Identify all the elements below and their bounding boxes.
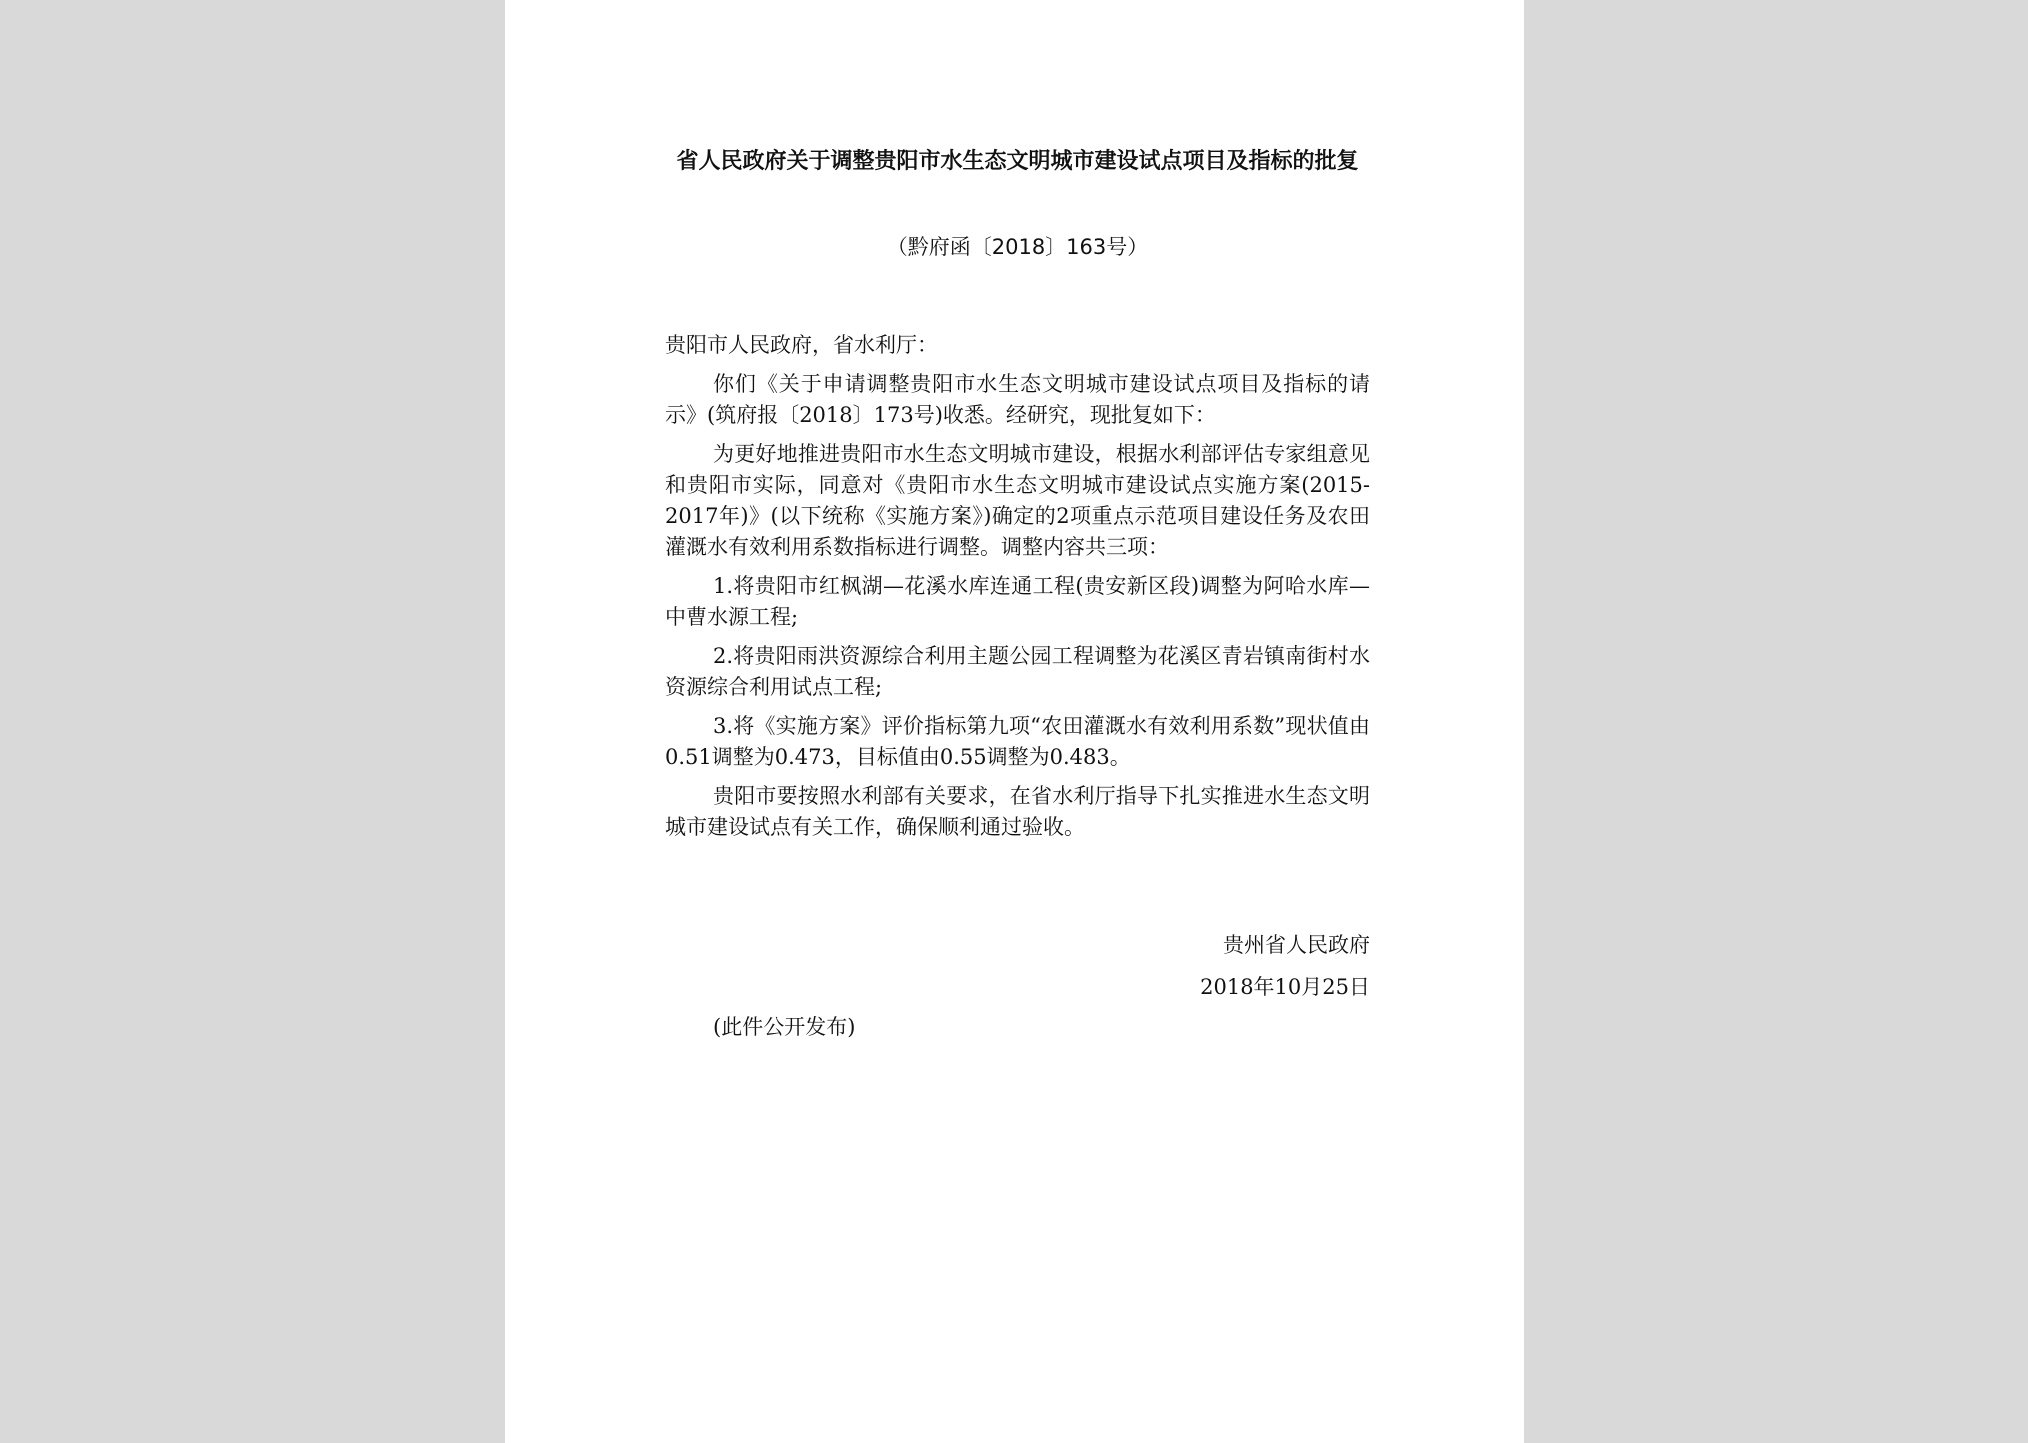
paragraph-item-3: 3.将《实施方案》评价指标第九项“农田灌溉水有效利用系数”现状值由0.51调整为0.473，目标值由0.55调整为0.483。 — [665, 714, 1370, 769]
paragraph-item-2: 2.将贵阳雨洪资源综合利用主题公园工程调整为花溪区青岩镇南街村水资源综合利用试点工程; — [665, 644, 1370, 699]
paragraph-item-1: 1.将贵阳市红枫湖—花溪水库连通工程(贵安新区段)调整为阿哈水库—中曹水源工程; — [665, 574, 1370, 629]
signature-date: 2018年10月25日 — [1200, 975, 1370, 999]
document-number: （黔府函〔2018〕163号） — [886, 235, 1149, 259]
public-release-note: (此件公开发布) — [713, 1015, 856, 1039]
salutation: 贵阳市人民政府，省水利厅： — [665, 333, 938, 357]
paragraph-closing: 贵阳市要按照水利部有关要求，在省水利厅指导下扎实推进水生态文明城市建设试点有关工作，确保顺利通过验收。 — [665, 784, 1370, 839]
paragraph-2: 为更好地推进贵阳市水生态文明城市建设，根据水利部评估专家组意见和贵阳市实际，同意对《贵阳市水生态文明城市建设试点实施方案(2015-2017年)》(以下统称《实施方案》)确定的2项重点示范项目建设任务及农田灌溉水有效利用系数指标进行调整。调整内容共三项： — [665, 442, 1370, 559]
document-page — [505, 0, 1524, 1443]
signature-organization: 贵州省人民政府 — [1223, 933, 1370, 957]
paragraph-1: 你们《关于申请调整贵阳市水生态文明城市建设试点项目及指标的请示》(筑府报〔2018〕173号)收悉。经研究，现批复如下： — [665, 372, 1370, 427]
document-body — [665, 330, 1370, 851]
document-title: 省人民政府关于调整贵阳市水生态文明城市建设试点项目及指标的批复 — [676, 149, 1359, 174]
